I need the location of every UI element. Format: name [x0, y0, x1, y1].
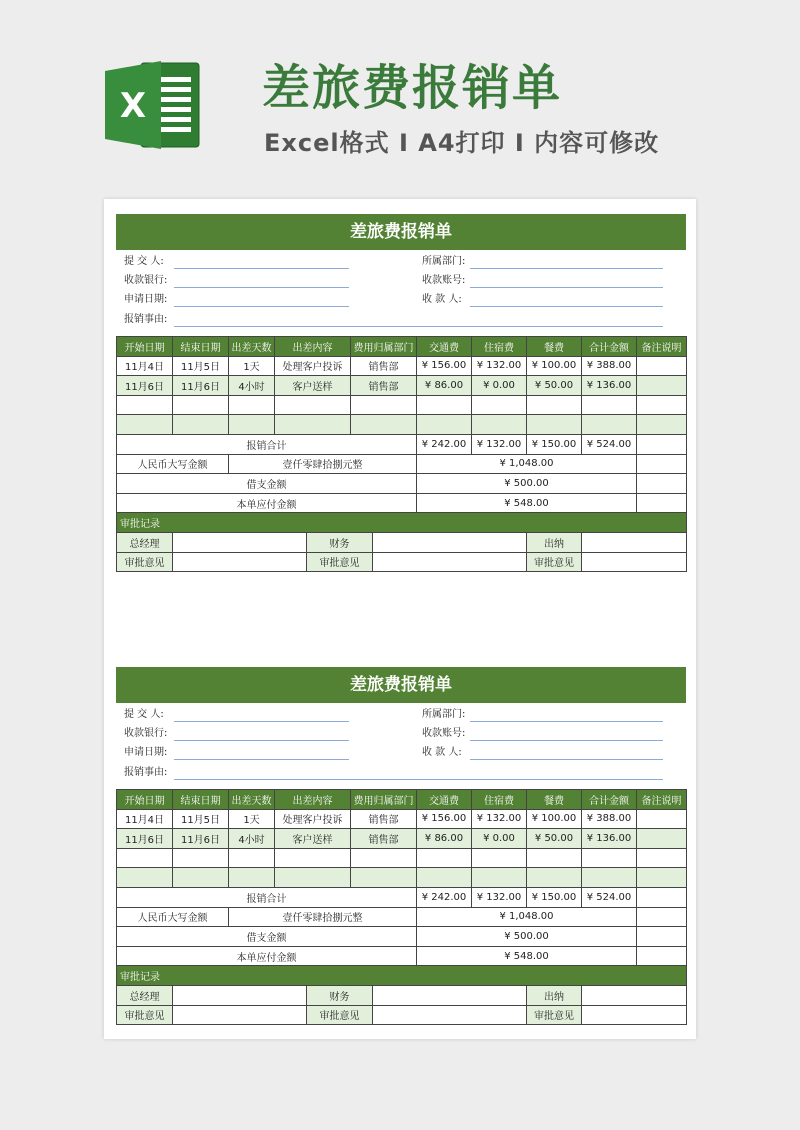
table-cell[interactable]	[637, 493, 687, 513]
total-sum: ¥ 524.00	[582, 887, 637, 907]
bank-label: 收款银行:	[124, 728, 168, 739]
rmb-row	[117, 907, 687, 927]
finance-label: 财务	[307, 985, 373, 1005]
col-header: 合计金额	[582, 337, 637, 357]
table-cell[interactable]: ¥ 136.00	[582, 829, 637, 849]
page-title: 差旅费报销单	[262, 60, 563, 116]
gm-opinion-label: 审批意见	[117, 552, 173, 572]
table-cell[interactable]	[637, 868, 687, 888]
table-cell[interactable]	[637, 356, 687, 376]
table-row	[117, 829, 687, 849]
table-cell[interactable]	[117, 848, 173, 868]
table-cell[interactable]: ¥ 156.00	[417, 356, 472, 376]
payable-label: 本单应付金额	[117, 946, 417, 966]
table-cell[interactable]	[229, 395, 275, 415]
cashier-label: 出纳	[527, 985, 582, 1005]
col-header: 备注说明	[637, 337, 687, 357]
col-header: 出差天数	[229, 790, 275, 810]
table-row	[117, 356, 687, 376]
table-cell[interactable]	[417, 868, 472, 888]
borrow-amount: ¥ 500.00	[417, 474, 637, 494]
table-cell[interactable]	[417, 415, 472, 435]
rmb-label: 人民币大写金额	[117, 907, 229, 927]
col-header: 住宿费	[472, 337, 527, 357]
payable-label: 本单应付金额	[117, 493, 417, 513]
rmb-row	[117, 454, 687, 474]
table-cell[interactable]: 11月4日	[117, 809, 173, 829]
table-cell[interactable]	[229, 868, 275, 888]
table-cell[interactable]: 客户送样	[275, 829, 351, 849]
table-cell[interactable]	[637, 474, 687, 494]
total-meals: ¥ 150.00	[527, 887, 582, 907]
table-cell[interactable]: ¥ 100.00	[527, 356, 582, 376]
reason-field[interactable]	[174, 779, 663, 780]
payable-amount: ¥ 548.00	[417, 946, 637, 966]
table-cell[interactable]: 1天	[229, 356, 275, 376]
table-cell[interactable]: 11月4日	[117, 356, 173, 376]
approval-header-row	[117, 966, 687, 986]
form-info	[116, 703, 686, 789]
table-cell[interactable]	[472, 415, 527, 435]
table-cell[interactable]: 销售部	[351, 356, 417, 376]
table-cell[interactable]: ¥ 0.00	[472, 829, 527, 849]
table-cell[interactable]: 4小时	[229, 376, 275, 396]
submitter-label: 提 交 人:	[124, 256, 164, 267]
department-label: 所属部门:	[422, 709, 466, 720]
table-cell[interactable]	[173, 868, 229, 888]
total-lodging: ¥ 132.00	[472, 887, 527, 907]
col-header: 出差内容	[275, 337, 351, 357]
finance-sign-cell[interactable]	[373, 532, 527, 552]
rmb-words: 壹仟零肆拾捌元整	[229, 907, 417, 927]
table-cell[interactable]	[637, 434, 687, 454]
svg-text:X: X	[119, 86, 147, 126]
cashier-opinion-label: 审批意见	[527, 1005, 582, 1025]
payable-row	[117, 493, 687, 513]
approval-table	[116, 512, 687, 572]
table-cell[interactable]	[351, 868, 417, 888]
account-label: 收款账号:	[422, 728, 466, 739]
department-label: 所属部门:	[422, 256, 466, 267]
table-cell[interactable]	[527, 415, 582, 435]
table-cell[interactable]: 销售部	[351, 376, 417, 396]
payee-label: 收 款 人:	[422, 747, 462, 758]
form-title: 差旅费报销单	[116, 667, 686, 703]
table-cell[interactable]	[229, 848, 275, 868]
approval-sign-row	[117, 532, 687, 552]
date-label: 申请日期:	[124, 294, 168, 305]
paper-sheet	[104, 199, 696, 1039]
table-cell[interactable]: 处理客户投诉	[275, 356, 351, 376]
table-cell[interactable]: ¥ 50.00	[527, 376, 582, 396]
table-cell[interactable]: ¥ 0.00	[472, 376, 527, 396]
finance-opinion-label: 审批意见	[307, 1005, 373, 1025]
table-cell[interactable]	[637, 395, 687, 415]
col-header: 结束日期	[173, 337, 229, 357]
table-row	[117, 848, 687, 868]
table-cell[interactable]: 处理客户投诉	[275, 809, 351, 829]
table-cell[interactable]: 客户送样	[275, 376, 351, 396]
total-sum: ¥ 524.00	[582, 434, 637, 454]
table-cell[interactable]	[637, 907, 687, 927]
col-header: 交通费	[417, 790, 472, 810]
header-banner	[0, 0, 800, 190]
table-cell[interactable]	[472, 395, 527, 415]
table-cell[interactable]: ¥ 156.00	[417, 809, 472, 829]
total-lodging: ¥ 132.00	[472, 434, 527, 454]
gm-opinion-label: 审批意见	[117, 1005, 173, 1025]
cashier-opinion-cell[interactable]	[582, 1005, 687, 1025]
approval-header: 审批记录	[117, 966, 687, 986]
table-cell[interactable]	[637, 376, 687, 396]
account-field[interactable]	[470, 287, 663, 288]
table-cell[interactable]	[637, 848, 687, 868]
borrow-label: 借支金额	[117, 927, 417, 947]
expense-form-1	[116, 214, 686, 572]
col-header: 备注说明	[637, 790, 687, 810]
table-cell[interactable]: ¥ 136.00	[582, 376, 637, 396]
table-row	[117, 395, 687, 415]
col-header: 合计金额	[582, 790, 637, 810]
borrow-amount: ¥ 500.00	[417, 927, 637, 947]
bank-label: 收款银行:	[124, 275, 168, 286]
gm-opinion-cell[interactable]	[173, 552, 307, 572]
table-cell[interactable]	[637, 946, 687, 966]
payable-row	[117, 946, 687, 966]
table-cell[interactable]: ¥ 100.00	[527, 809, 582, 829]
table-cell[interactable]	[637, 927, 687, 947]
table-cell[interactable]: 11月6日	[173, 829, 229, 849]
table-row	[117, 376, 687, 396]
page-subtitle: Excel格式 I A4打印 I 内容可修改	[264, 129, 660, 157]
approval-header-row	[117, 513, 687, 533]
finance-opinion-label: 审批意见	[307, 552, 373, 572]
finance-opinion-cell[interactable]	[373, 1005, 527, 1025]
expense-table	[116, 336, 687, 513]
table-cell[interactable]: ¥ 132.00	[472, 356, 527, 376]
rmb-label: 人民币大写金额	[117, 454, 229, 474]
rmb-words: 壹仟零肆拾捌元整	[229, 454, 417, 474]
table-cell[interactable]	[351, 848, 417, 868]
date-label: 申请日期:	[124, 747, 168, 758]
table-cell[interactable]	[472, 868, 527, 888]
bank-field[interactable]	[174, 287, 349, 288]
reason-field[interactable]	[174, 326, 663, 327]
department-field[interactable]	[470, 721, 663, 722]
form-info	[116, 250, 686, 336]
table-cell[interactable]	[117, 395, 173, 415]
table-cell[interactable]	[582, 395, 637, 415]
col-header: 出差天数	[229, 337, 275, 357]
table-cell[interactable]	[637, 829, 687, 849]
reason-label: 报销事由:	[124, 314, 168, 325]
borrow-row	[117, 474, 687, 494]
gm-opinion-cell[interactable]	[173, 1005, 307, 1025]
expense-form-2	[116, 667, 686, 1025]
table-cell[interactable]	[527, 848, 582, 868]
col-header: 住宿费	[472, 790, 527, 810]
table-row	[117, 809, 687, 829]
col-header: 餐费	[527, 790, 582, 810]
col-header: 开始日期	[117, 790, 173, 810]
table-cell[interactable]	[275, 415, 351, 435]
total-label: 报销合计	[117, 887, 417, 907]
table-cell[interactable]: 11月5日	[173, 356, 229, 376]
finance-label: 财务	[307, 532, 373, 552]
table-cell[interactable]: 11月6日	[117, 376, 173, 396]
total-meals: ¥ 150.00	[527, 434, 582, 454]
table-cell[interactable]: 11月6日	[173, 376, 229, 396]
table-row	[117, 415, 687, 435]
rmb-amount: ¥ 1,048.00	[417, 454, 637, 474]
table-cell[interactable]	[527, 868, 582, 888]
date-field[interactable]	[174, 306, 349, 307]
table-cell[interactable]: 销售部	[351, 809, 417, 829]
table-cell[interactable]: ¥ 388.00	[582, 356, 637, 376]
table-cell[interactable]: 11月6日	[117, 829, 173, 849]
col-header: 开始日期	[117, 337, 173, 357]
table-cell[interactable]	[472, 848, 527, 868]
table-cell[interactable]	[527, 395, 582, 415]
table-cell[interactable]	[582, 848, 637, 868]
total-transport: ¥ 242.00	[417, 887, 472, 907]
rmb-amount: ¥ 1,048.00	[417, 907, 637, 927]
table-cell[interactable]: 销售部	[351, 829, 417, 849]
table-cell[interactable]	[173, 848, 229, 868]
table-cell[interactable]	[582, 415, 637, 435]
table-cell[interactable]	[417, 395, 472, 415]
table-cell[interactable]	[351, 395, 417, 415]
account-field[interactable]	[470, 740, 663, 741]
total-row	[117, 434, 687, 454]
table-cell[interactable]	[229, 415, 275, 435]
approval-opinion-row	[117, 1005, 687, 1025]
submitter-field[interactable]	[174, 268, 349, 269]
finance-opinion-cell[interactable]	[373, 552, 527, 572]
total-label: 报销合计	[117, 434, 417, 454]
payee-label: 收 款 人:	[422, 294, 462, 305]
table-cell[interactable]: ¥ 388.00	[582, 809, 637, 829]
table-cell[interactable]	[117, 868, 173, 888]
bank-field[interactable]	[174, 740, 349, 741]
borrow-label: 借支金额	[117, 474, 417, 494]
table-cell[interactable]	[582, 868, 637, 888]
col-header: 费用归属部门	[351, 337, 417, 357]
submitter-field[interactable]	[174, 721, 349, 722]
form-title: 差旅费报销单	[116, 214, 686, 250]
col-header: 餐费	[527, 337, 582, 357]
department-field[interactable]	[470, 268, 663, 269]
reason-label: 报销事由:	[124, 767, 168, 778]
table-cell[interactable]: ¥ 50.00	[527, 829, 582, 849]
payee-field[interactable]	[470, 306, 663, 307]
table-header-row	[117, 337, 687, 357]
payable-amount: ¥ 548.00	[417, 493, 637, 513]
payee-field[interactable]	[470, 759, 663, 760]
table-cell[interactable]: ¥ 132.00	[472, 809, 527, 829]
table-row	[117, 868, 687, 888]
table-cell[interactable]	[637, 809, 687, 829]
cashier-label: 出纳	[527, 532, 582, 552]
table-cell[interactable]: ¥ 86.00	[417, 829, 472, 849]
table-cell[interactable]	[637, 454, 687, 474]
total-row	[117, 887, 687, 907]
table-cell[interactable]	[637, 887, 687, 907]
gm-label: 总经理	[117, 532, 173, 552]
total-transport: ¥ 242.00	[417, 434, 472, 454]
finance-sign-cell[interactable]	[373, 985, 527, 1005]
submitter-label: 提 交 人:	[124, 709, 164, 720]
col-header: 交通费	[417, 337, 472, 357]
borrow-row	[117, 927, 687, 947]
table-cell[interactable]	[275, 868, 351, 888]
gm-sign-cell[interactable]	[173, 985, 307, 1005]
approval-opinion-row	[117, 552, 687, 572]
table-cell[interactable]: 4小时	[229, 829, 275, 849]
table-cell[interactable]	[417, 848, 472, 868]
col-header: 费用归属部门	[351, 790, 417, 810]
col-header: 结束日期	[173, 790, 229, 810]
table-cell[interactable]	[275, 848, 351, 868]
table-cell[interactable]	[351, 415, 417, 435]
approval-sign-row	[117, 985, 687, 1005]
table-header-row	[117, 790, 687, 810]
excel-logo-icon	[103, 55, 203, 155]
approval-header: 审批记录	[117, 513, 687, 533]
cashier-opinion-label: 审批意见	[527, 552, 582, 572]
table-cell[interactable]: 1天	[229, 809, 275, 829]
account-label: 收款账号:	[422, 275, 466, 286]
table-cell[interactable]	[117, 415, 173, 435]
table-cell[interactable]: 11月5日	[173, 809, 229, 829]
col-header: 出差内容	[275, 790, 351, 810]
cashier-sign-cell[interactable]	[582, 985, 687, 1005]
table-cell[interactable]	[275, 395, 351, 415]
approval-table	[116, 965, 687, 1025]
table-cell[interactable]	[637, 415, 687, 435]
cashier-sign-cell[interactable]	[582, 532, 687, 552]
expense-table	[116, 789, 687, 966]
date-field[interactable]	[174, 759, 349, 760]
gm-sign-cell[interactable]	[173, 532, 307, 552]
table-cell[interactable]	[173, 395, 229, 415]
gm-label: 总经理	[117, 985, 173, 1005]
cashier-opinion-cell[interactable]	[582, 552, 687, 572]
table-cell[interactable]	[173, 415, 229, 435]
table-cell[interactable]: ¥ 86.00	[417, 376, 472, 396]
